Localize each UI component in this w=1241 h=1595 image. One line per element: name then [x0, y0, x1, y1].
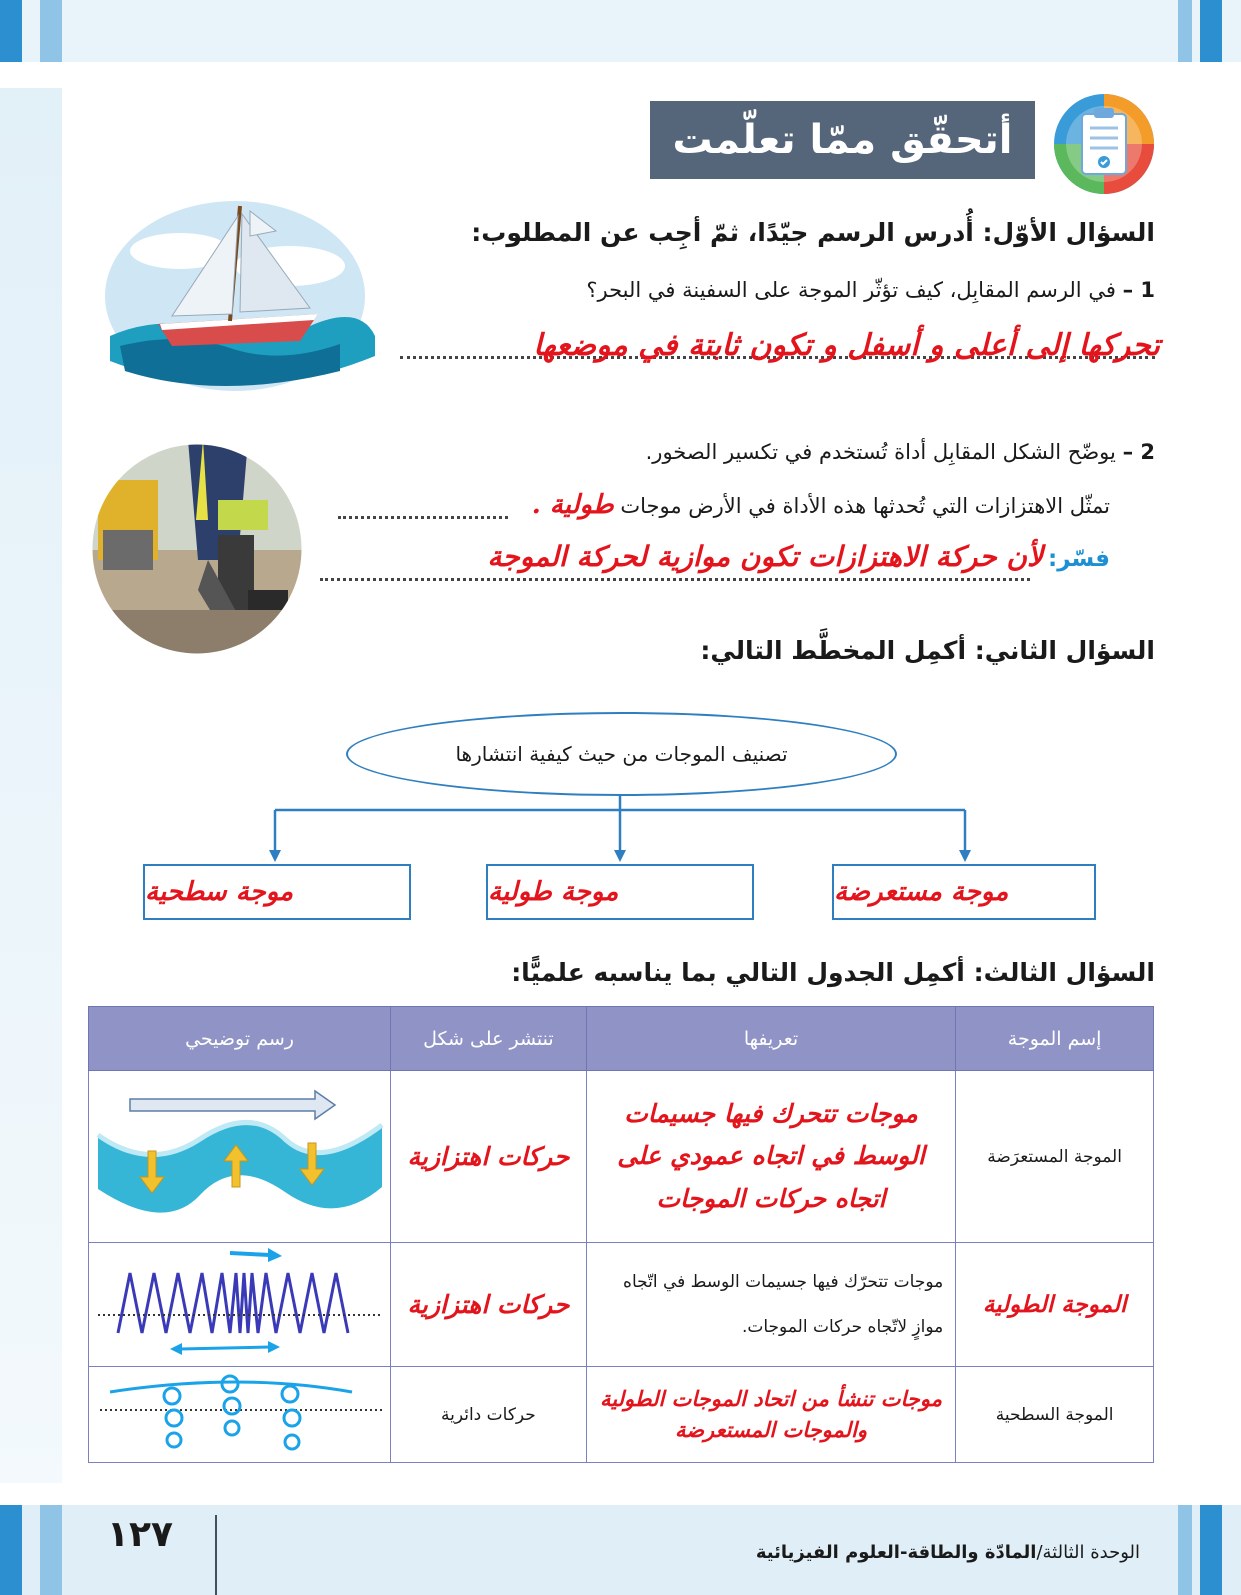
row-illustration — [89, 1367, 391, 1463]
col-header-name: إسم الموجة — [956, 1007, 1154, 1071]
row-illustration — [89, 1071, 391, 1243]
q1-explain-line — [320, 578, 1030, 581]
q1-item2-answer-line — [338, 516, 508, 519]
diagram-connectors — [130, 796, 1130, 866]
jackhammer-image — [88, 440, 306, 658]
q1-item1-answer: تحركها إلى أعلى و أسفل و تكون ثابتة في موضعها — [533, 328, 1160, 363]
row-definition: موجات تتحرّك فيها جسيمات الوسط في اتّجاه موازٍ لاتّجاه حركات الموجات. — [586, 1243, 955, 1367]
row-shape: حركات اهتزازية — [391, 1243, 587, 1367]
diagram-branch-longitudinal-text: موجة طولية — [488, 877, 619, 907]
transverse-wave-diagram — [90, 1077, 390, 1237]
diagram-branch-surface — [143, 864, 411, 920]
row-shape: حركات اهتزازية — [391, 1071, 587, 1243]
q3-heading: السؤال الثالث: أكمِل الجدول التالي بما يناسبه علميًّا: — [511, 958, 1155, 987]
diagram-root-oval: تصنيف الموجات من حيث كيفية انتشارها — [346, 712, 897, 796]
diagram-branch-longitudinal — [486, 864, 754, 920]
col-header-shape: تنتشر على شكل — [391, 1007, 587, 1071]
row-illustration — [89, 1243, 391, 1367]
diagram-branch-transverse — [832, 864, 1096, 920]
left-band — [0, 88, 62, 1483]
q1-item1-number: 1 – — [1122, 278, 1155, 302]
q1-item2-answer: طولية . — [531, 490, 614, 520]
q1-explain-label: فسّر: — [1048, 546, 1110, 572]
row-definition: موجات تتحرك فيها جسيمات الوسط في اتجاه عمودي على اتجاه حركات الموجات — [586, 1071, 955, 1243]
row-definition: موجات تنشأ من اتحاد الموجات الطولية والموجات المستعرضة — [586, 1367, 955, 1463]
col-header-definition: تعريفها — [586, 1007, 955, 1071]
footer-unit-prefix: الوحدة الثالثة/ — [1036, 1542, 1140, 1563]
footer-unit — [500, 1542, 1140, 1563]
q1-item1 — [380, 278, 1155, 302]
row-name: الموجة السطحية — [956, 1367, 1154, 1463]
table-row — [89, 1367, 1154, 1463]
row-name: الموجة المستعرَضة — [956, 1071, 1154, 1243]
q2-heading: السؤال الثاني: أكمِل المخطَّط التالي: — [700, 636, 1155, 665]
q1-item1-text: في الرسم المقابِل، كيف تؤثّر الموجة على السفينة في البحر؟ — [586, 278, 1116, 302]
page-number: ١٢٧ — [107, 1514, 173, 1555]
clipboard-checklist-icon — [1052, 92, 1156, 196]
surface-wave-diagram — [90, 1368, 390, 1462]
top-band — [0, 0, 1241, 62]
longitudinal-wave-diagram — [90, 1245, 390, 1365]
q1-explain-row — [320, 540, 1110, 573]
q1-item2-text: يوضّح الشكل المقابِل أداة تُستخدم في تكسير الصخور. — [645, 440, 1116, 464]
col-header-illustration: رسم توضيحي — [89, 1007, 391, 1071]
q1-explain-answer: لأن حركة الاهتزازات تكون موازية لحركة الموجة — [487, 540, 1043, 573]
section-title-box — [650, 101, 1035, 179]
table-row — [89, 1071, 1154, 1243]
waves-table — [88, 1006, 1154, 1463]
footer-unit-title: المادّة والطاقة-العلوم الفيزيائية — [755, 1542, 1037, 1563]
table-row — [89, 1243, 1154, 1367]
diagram-branch-surface-text: موجة سطحية — [145, 877, 294, 907]
diagram-branch-transverse-text: موجة مستعرضة — [834, 877, 1009, 907]
q1-heading: السؤال الأوّل: أُدرس الرسم جيّدًا، ثمّ أجِب عن المطلوب: — [471, 218, 1155, 247]
section-title: أتحقّق ممّا تعلّمت — [672, 117, 1013, 163]
row-shape: حركات دائرية — [391, 1367, 587, 1463]
q1-item2-sentence: تمثّل الاهتزازات التي تُحدثها هذه الأداة في الأرض موجات — [620, 494, 1110, 518]
sailboat-image — [100, 196, 380, 392]
q1-item2-number: 2 – — [1122, 440, 1155, 464]
q1-item2 — [330, 440, 1155, 464]
row-name: الموجة الطولية — [956, 1243, 1154, 1367]
